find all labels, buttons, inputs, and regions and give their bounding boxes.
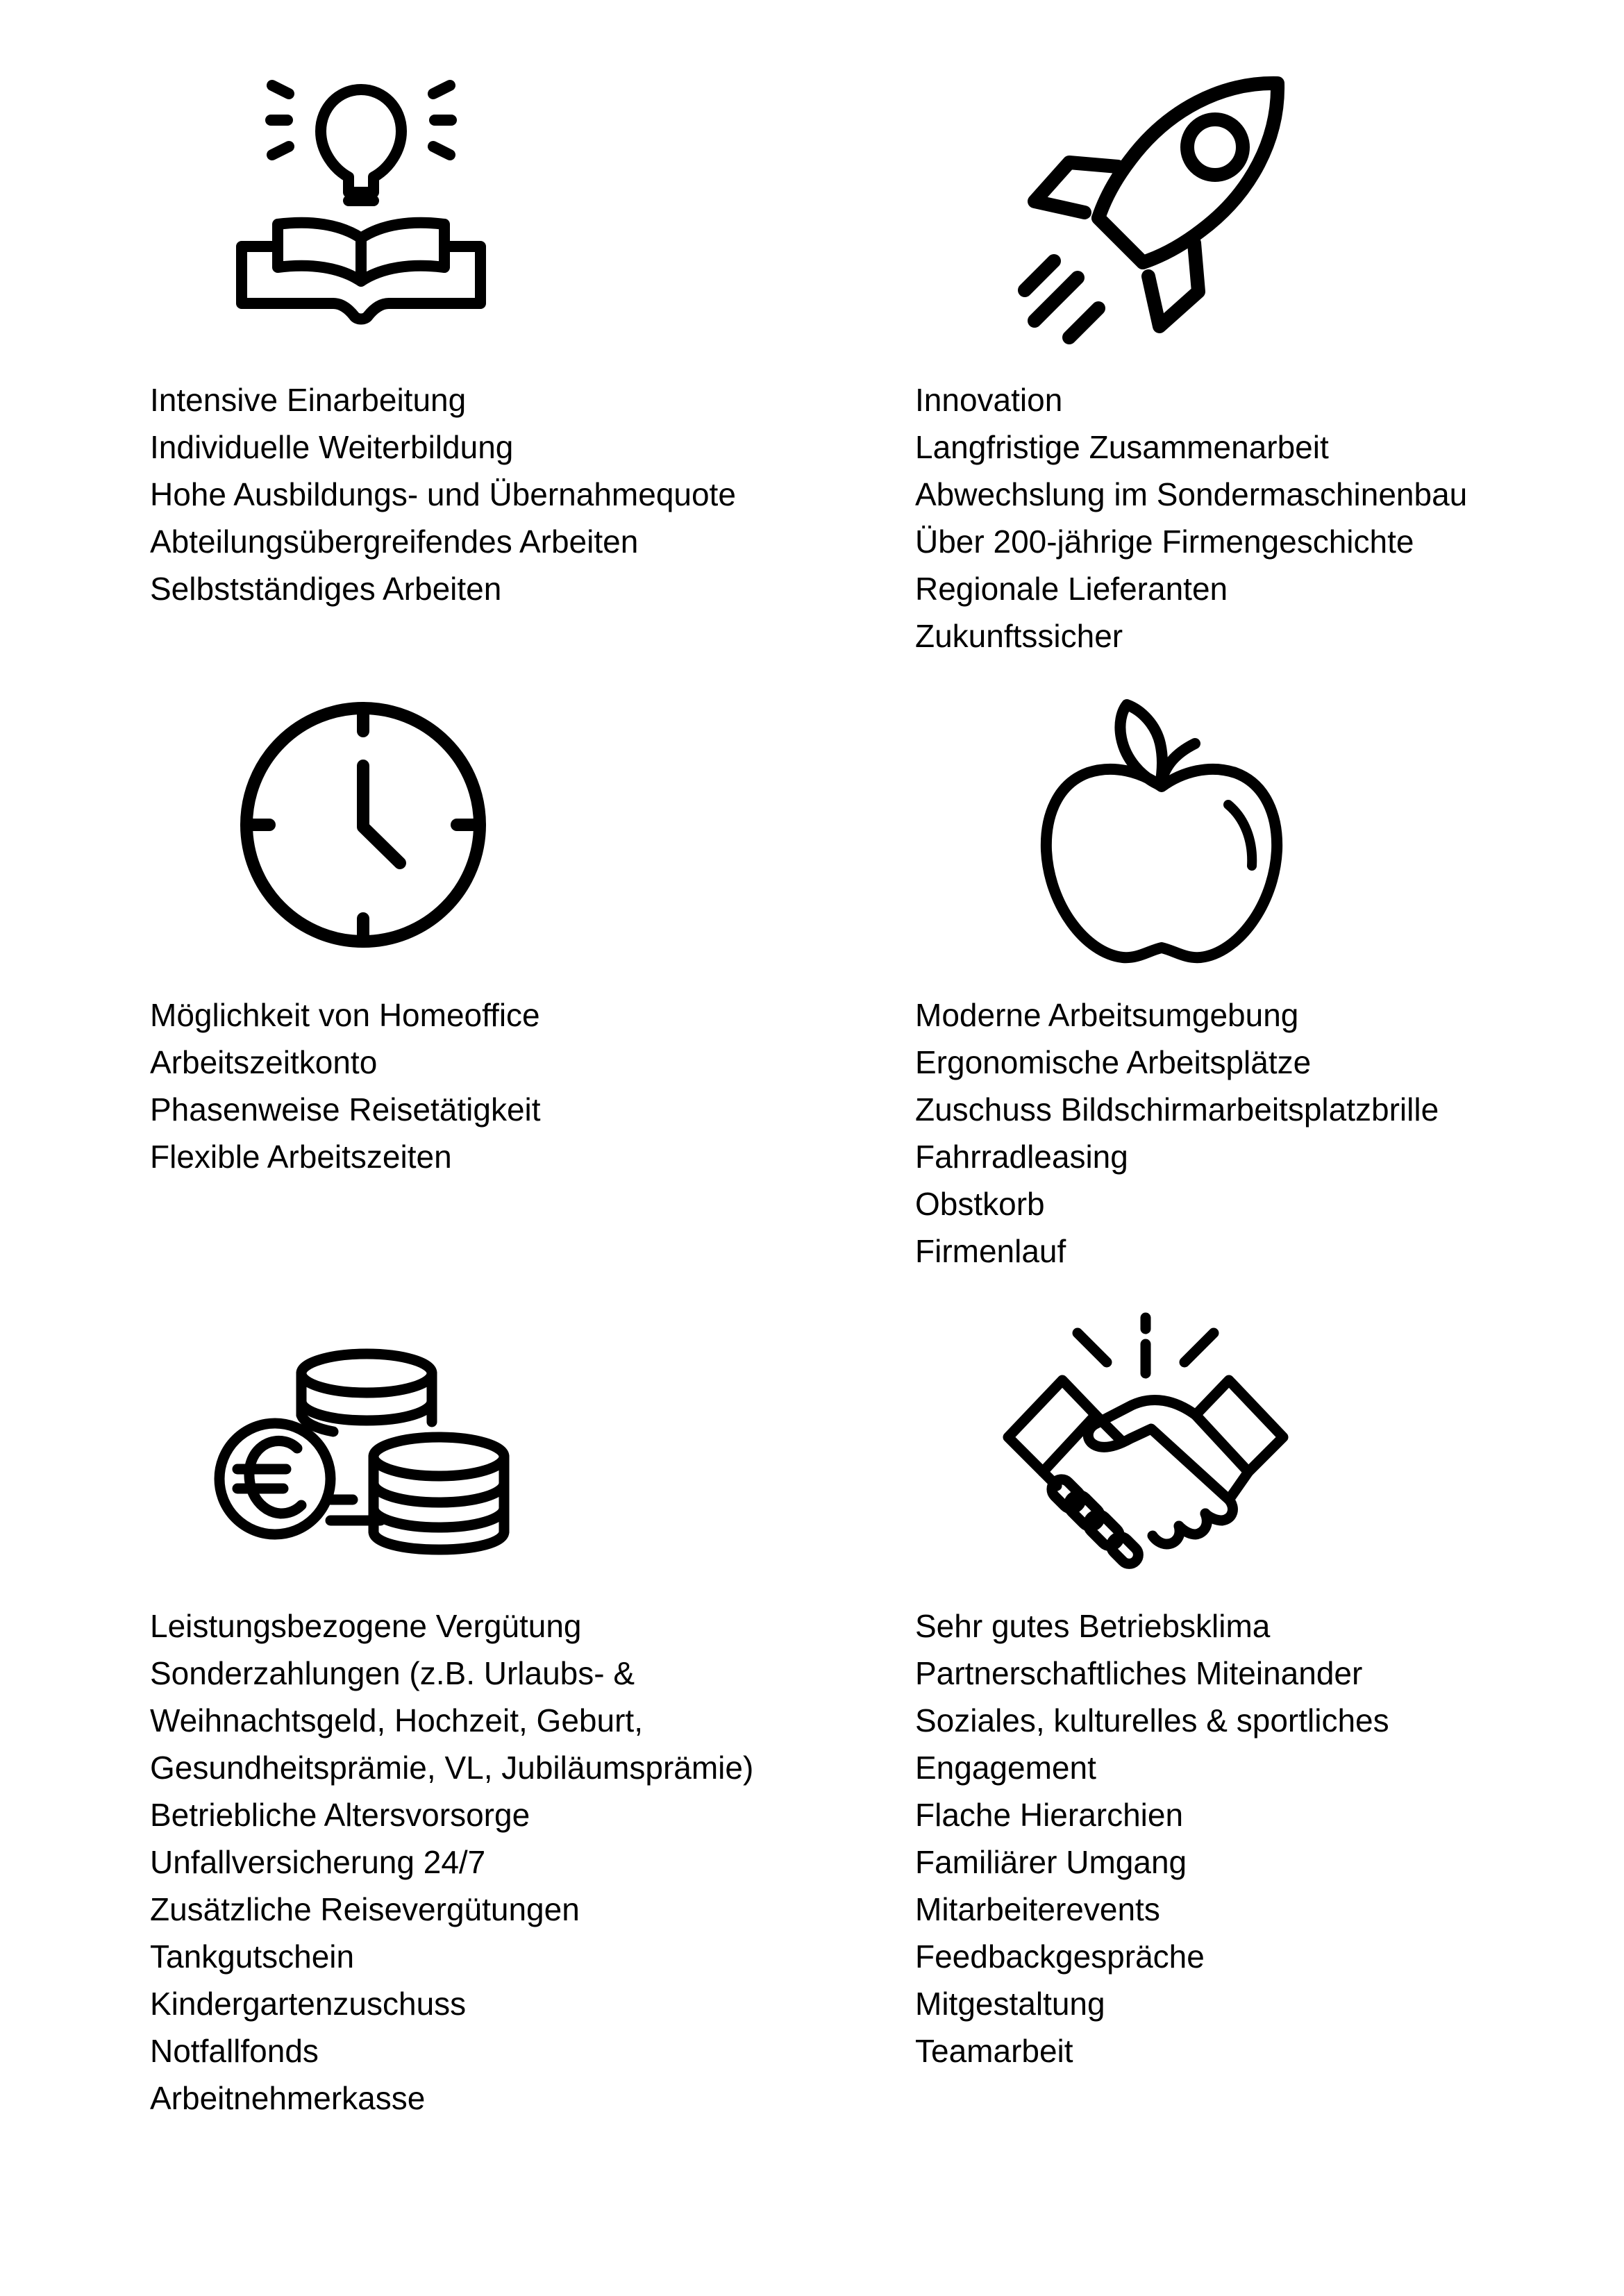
list-item: Partnerschaftliches Miteinander	[915, 1655, 1363, 1691]
clock-icon	[235, 696, 492, 953]
list-item: Obstkorb	[915, 1186, 1045, 1222]
list-item: Regionale Lieferanten	[915, 571, 1228, 607]
list-item: Phasenweise Reisetätigkeit	[150, 1091, 541, 1128]
handshake-icon	[1000, 1312, 1291, 1604]
list-item: Unfallversicherung 24/7	[150, 1844, 486, 1880]
list-item: Kindergartenzuschuss	[150, 1986, 467, 2022]
list-item: Sehr gutes Betriebsklima	[915, 1608, 1271, 1644]
list-item: Fahrradleasing	[915, 1139, 1128, 1175]
list-item: Zusätzliche Reisevergütungen	[150, 1891, 580, 1927]
list-item: Leistungsbezogene Vergütung	[150, 1608, 582, 1644]
list-item: Notfallfonds	[150, 2033, 319, 2069]
list-item: Selbstständiges Arbeiten	[150, 571, 502, 607]
list-item: Zukunftssicher	[915, 618, 1123, 654]
list-item: Feedbackgespräche	[915, 1938, 1205, 1975]
list-item: Mitarbeiterevents	[915, 1891, 1160, 1927]
list-item: Ergonomische Arbeitsplätze	[915, 1044, 1312, 1080]
list-item: Abwechslung im Sondermaschinenbau	[915, 476, 1468, 512]
list-item: Innovation	[915, 382, 1063, 418]
list-item: Soziales, kulturelles & sportliches Engagement	[915, 1702, 1389, 1786]
rocket-icon	[1014, 69, 1291, 347]
list-item: Arbeitszeitkonto	[150, 1044, 378, 1080]
list-item: Arbeitnehmerkasse	[150, 2080, 426, 2116]
list-item: Über 200-jährige Firmengeschichte	[915, 523, 1414, 560]
lightbulb-book-icon	[229, 73, 493, 337]
list-item: Familiärer Umgang	[915, 1844, 1187, 1880]
list-item: Teamarbeit	[915, 2033, 1073, 2069]
list-item: Flache Hierarchien	[915, 1797, 1184, 1833]
list-item: Zuschuss Bildschirmarbeitsplatzbrille	[915, 1091, 1439, 1128]
list-item: Individuelle Weiterbildung	[150, 429, 514, 465]
list-item: Möglichkeit von Homeoffice	[150, 997, 540, 1033]
list-item: Abteilungsübergreifendes Arbeiten	[150, 523, 639, 560]
list-item: Betriebliche Altersvorsorge	[150, 1797, 530, 1833]
benefits-list-time	[150, 991, 830, 1180]
list-item: Hohe Ausbildungs- und Übernahmequote	[150, 476, 736, 512]
list-item: Tankgutschein	[150, 1938, 355, 1975]
apple-icon	[1037, 696, 1287, 967]
euro-coins-icon	[214, 1347, 512, 1555]
list-item: Firmenlauf	[915, 1233, 1066, 1269]
list-item: Mitgestaltung	[915, 1986, 1105, 2022]
list-item: Sonderzahlungen (z.B. Urlaubs- & Weihnachtsgeld, Hochzeit, Geburt, Gesundheitsprämie, VL, Jubiläumsprämie)	[150, 1655, 754, 1786]
benefits-list-culture	[915, 1602, 1471, 2075]
list-item: Langfristige Zusammenarbeit	[915, 429, 1329, 465]
benefits-list-workplace	[915, 991, 1609, 1275]
list-item: Flexible Arbeitszeiten	[150, 1139, 452, 1175]
benefits-list-training	[150, 376, 830, 612]
benefits-list-innovation	[915, 376, 1609, 660]
list-item: Intensive Einarbeitung	[150, 382, 467, 418]
benefits-list-compensation	[150, 1602, 837, 2122]
list-item: Moderne Arbeitsumgebung	[915, 997, 1299, 1033]
